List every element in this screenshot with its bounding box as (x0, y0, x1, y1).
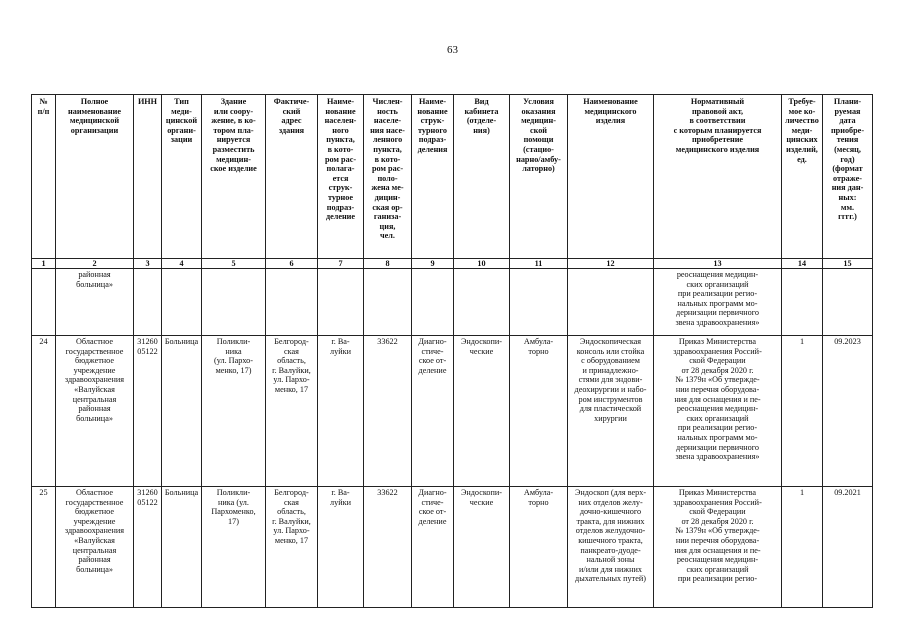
organization-name: районная больница» (56, 269, 134, 336)
column-number: 1 (32, 259, 56, 269)
care-conditions (510, 269, 568, 336)
quantity: 1 (782, 487, 823, 608)
structural-unit: Диагно- стиче- ское от- деление (412, 336, 454, 487)
inn: 31260 05122 (134, 336, 162, 487)
header-cell: Нормативный правовой акт, в соответствии с которым планируется приобретение медицинского изделия (654, 95, 782, 259)
organization-name: Областное государственное бюджетное учреждение здравоохранения «Валуйская центральная районная больница» (56, 336, 134, 487)
structural-unit: Диагно- стиче- ское от- деление (412, 487, 454, 608)
header-cell: Условия оказания медицин- ской помощи (стацио- нарно/амбу- латорно) (510, 95, 568, 259)
column-number: 4 (162, 259, 202, 269)
header-cell: Тип меди- цинской органи- зации (162, 95, 202, 259)
column-number: 14 (782, 259, 823, 269)
building (202, 269, 266, 336)
locality: г. Ва- луйки (318, 487, 364, 608)
header-cell: Наиме- нование населен- ного пункта, в кото- ром рас- полага- ется струк- турное подраз- деление (318, 95, 364, 259)
column-number: 15 (823, 259, 873, 269)
column-number: 9 (412, 259, 454, 269)
locality (318, 269, 364, 336)
population (364, 269, 412, 336)
quantity (782, 269, 823, 336)
address: Белгород- ская область, г. Валуйки, ул. Пархо- менко, 17 (266, 487, 318, 608)
organization-name: Областное государственное бюджетное учреждение здравоохранения «Валуйская центральная районная больница» (56, 487, 134, 608)
column-number: 6 (266, 259, 318, 269)
header-cell: Числен- ность населе- ния насе- ленного пункта, в кото- ром рас- поло- жена ме- дицин- ская ор- ганиза- ция, чел. (364, 95, 412, 259)
column-number: 3 (134, 259, 162, 269)
population: 33622 (364, 487, 412, 608)
purchase-date (823, 269, 873, 336)
column-number: 5 (202, 259, 266, 269)
header-cell: Плани- руемая дата приобре- тения (месяц, год) (формат отраже- ния дан- ных: мм. гггг.) (823, 95, 873, 259)
building: Поликли- ника (ул. Пархоменко, 17) (202, 487, 266, 608)
device-name: Эндоскоп (для верх- них отделов желу- дочно-кишечного тракта, для нижних отделов желудочно- кишечного тракта, панкреато-дуоде- нальной зоны и/или для нижних дыхательных путей) (568, 487, 654, 608)
column-number: 10 (454, 259, 510, 269)
row-number (32, 269, 56, 336)
locality: г. Ва- луйки (318, 336, 364, 487)
header-row (32, 95, 873, 259)
organization-type: Больница (162, 487, 202, 608)
table-row (32, 269, 873, 336)
header-cell: Наиме- нование струк- турного подраз- деления (412, 95, 454, 259)
header-cell: Здание или соору- жение, в ко- тором пла- нируется разместить медицин- ское изделие (202, 95, 266, 259)
organization-type (162, 269, 202, 336)
header-cell: № п/п (32, 95, 56, 259)
table-row (32, 487, 873, 608)
column-number: 12 (568, 259, 654, 269)
legal-act: Приказ Министерства здравоохранения Россий- ской Федерации от 28 декабря 2020 г. № 1379н «Об утвержде- нии перечня оборудова- ния для оснащения и пе- реоснащения медицин- ских организаций при реализации регио- (654, 487, 782, 608)
organization-type: Больница (162, 336, 202, 487)
equipment-table (31, 94, 873, 608)
cabinet-type: Эндоскопи- ческие (454, 487, 510, 608)
header-cell: Требуе- мое ко- личество меди- цинских изделий, ед. (782, 95, 823, 259)
row-number: 25 (32, 487, 56, 608)
column-number-row (32, 259, 873, 269)
device-name (568, 269, 654, 336)
column-number: 13 (654, 259, 782, 269)
table-row (32, 336, 873, 487)
column-number: 8 (364, 259, 412, 269)
cabinet-type (454, 269, 510, 336)
column-number: 7 (318, 259, 364, 269)
inn: 31260 05122 (134, 487, 162, 608)
quantity: 1 (782, 336, 823, 487)
legal-act: Приказ Министерства здравоохранения Россий- ской Федерации от 28 декабря 2020 г. № 1379н «Об утвержде- нии перечня оборудова- ния для оснащения и пе- реоснащения медицин- ских организаций при реализации регио- нальных программ мо- дернизации первичного звена здравоохранения» (654, 336, 782, 487)
purchase-date: 09.2023 (823, 336, 873, 487)
cabinet-type: Эндоскопи- ческие (454, 336, 510, 487)
address (266, 269, 318, 336)
header-cell: Полное наименование медицинской организации (56, 95, 134, 259)
header-cell: Вид кабинета (отделе- ния) (454, 95, 510, 259)
column-number: 11 (510, 259, 568, 269)
population: 33622 (364, 336, 412, 487)
header-cell: Наименование медицинского изделия (568, 95, 654, 259)
structural-unit (412, 269, 454, 336)
device-name: Эндоскопическая консоль или стойка с оборудованием и принадлежно- стями для эндови- деохирургии и набо- ром инструментов для пластической хирургии (568, 336, 654, 487)
row-number: 24 (32, 336, 56, 487)
column-number: 2 (56, 259, 134, 269)
page-number: 63 (447, 44, 458, 56)
inn (134, 269, 162, 336)
care-conditions: Амбула- торно (510, 487, 568, 608)
building: Поликли- ника (ул. Пархо- менко, 17) (202, 336, 266, 487)
header-cell: ИНН (134, 95, 162, 259)
care-conditions: Амбула- торно (510, 336, 568, 487)
header-cell: Фактиче- ский адрес здания (266, 95, 318, 259)
purchase-date: 09.2021 (823, 487, 873, 608)
address: Белгород- ская область, г. Валуйки, ул. Пархо- менко, 17 (266, 336, 318, 487)
legal-act: реоснащения медицин- ских организаций при реализации регио- нальных программ мо- дернизации первичного звена здравоохранения» (654, 269, 782, 336)
